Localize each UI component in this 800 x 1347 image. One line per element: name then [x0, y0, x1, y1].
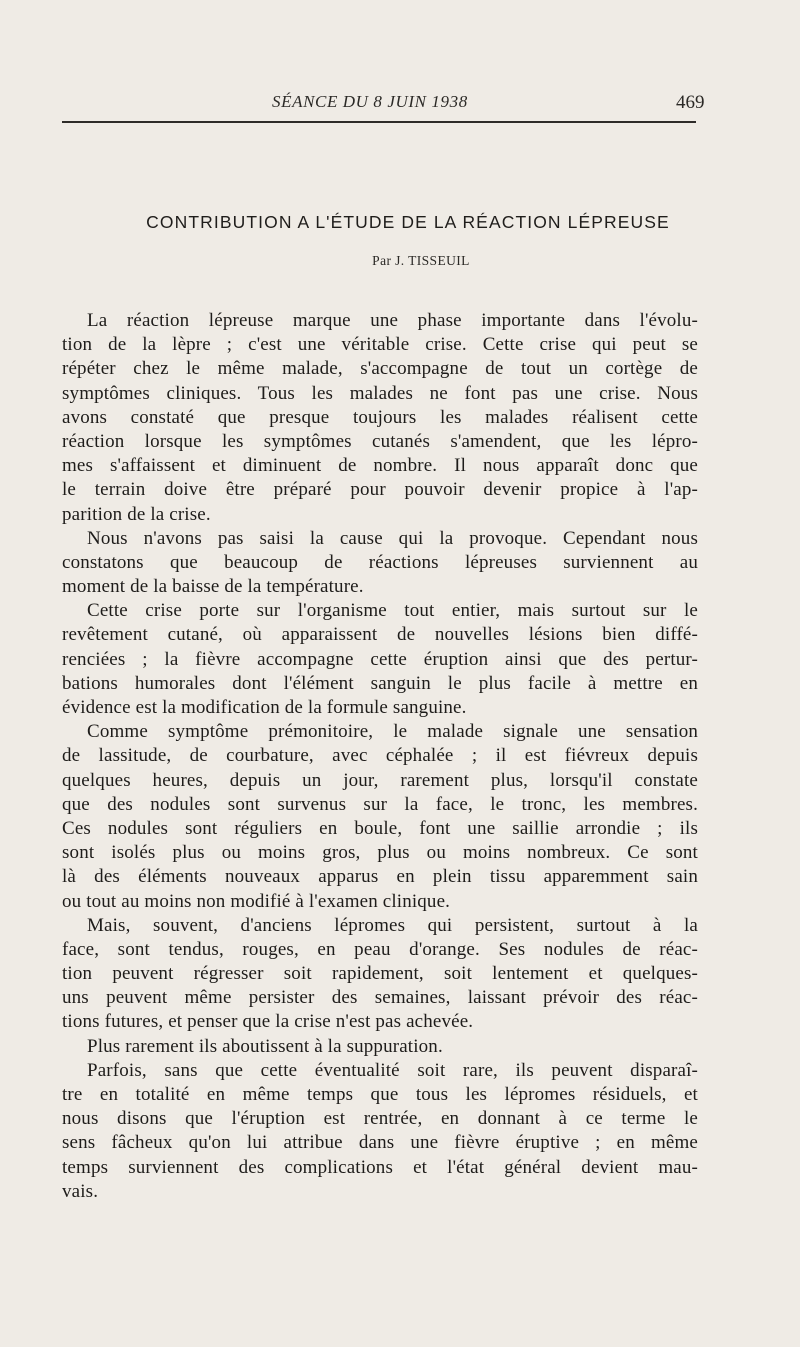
body-line: quelques heures, depuis un jour, rarement plus, lorsqu'il constate — [62, 769, 698, 791]
article-body — [62, 309, 698, 1204]
body-line: tion de la lèpre ; c'est une véritable crise. Cette crise qui peut se — [62, 334, 698, 356]
body-line: uns peuvent même persister des semaines, laissant prévoir des réac- — [62, 987, 698, 1009]
body-line: Comme symptôme prémonitoire, le malade signale une sensation — [87, 721, 698, 743]
body-line: Ces nodules sont réguliers en boule, font une saillie arrondie ; ils — [62, 817, 698, 839]
body-line: que des nodules sont survenus sur la face, le tronc, les membres. — [62, 793, 698, 815]
body-line: avons constaté que presque toujours les malades réalisent cette — [62, 406, 698, 428]
body-line: Parfois, sans que cette éventualité soit rare, ils peuvent disparaî- — [87, 1059, 698, 1081]
body-line: vais. — [62, 1180, 99, 1202]
header-rule — [62, 121, 696, 123]
body-line: Mais, souvent, d'anciens lépromes qui persistent, surtout à la — [87, 914, 698, 936]
body-line: renciées ; la fièvre accompagne cette éruption ainsi que des pertur- — [62, 648, 698, 670]
body-line: là des éléments nouveaux apparus en plein tissu apparemment sain — [62, 866, 698, 888]
author-byline: Par J. TISSEUIL — [372, 253, 470, 268]
body-line: Nous n'avons pas saisi la cause qui la provoque. Cependant nous — [87, 527, 698, 549]
body-line: tion peuvent régresser soit rapidement, soit lentement et quelques- — [62, 963, 698, 985]
body-line: constatons que beaucoup de réactions lépreuses surviennent au — [62, 551, 698, 573]
running-head-title: SÉANCE DU 8 JUIN 1938 — [272, 92, 468, 111]
body-line: le terrain doive être préparé pour pouvoir devenir propice à l'ap- — [62, 479, 698, 501]
body-line: sont isolés plus ou moins gros, plus ou moins nombreux. Ce sont — [62, 842, 698, 864]
running-head — [0, 90, 800, 116]
body-line: temps surviennent des complications et l'état général devient mau- — [62, 1156, 698, 1178]
body-line: évidence est la modification de la formule sanguine. — [62, 697, 467, 718]
body-line: mes s'affaissent et diminuent de nombre. Il nous apparaît donc que — [62, 455, 698, 477]
body-line: moment de la baisse de la température. — [62, 576, 364, 598]
body-line: réaction lorsque les symptômes cutanés s'amendent, que les lépro- — [62, 430, 698, 452]
body-line: de lassitude, de courbature, avec céphalée ; il est fiévreux depuis — [62, 745, 698, 767]
body-line: parition de la crise. — [62, 503, 211, 525]
body-line: tions futures, et penser que la crise n'est pas achevée. — [62, 1011, 474, 1033]
body-line: La réaction lépreuse marque une phase importante dans l'évolu- — [87, 310, 698, 331]
body-line: face, sont tendus, rouges, en peau d'orange. Ses nodules de réac- — [62, 938, 698, 960]
body-line: bations humorales dont l'élément sanguin le plus facile à mettre en — [62, 672, 698, 694]
body-line: symptômes cliniques. Tous les malades ne font pas une crise. Nous — [62, 382, 698, 404]
body-line: tre en totalité en même temps que tous les lépromes résiduels, et — [62, 1084, 698, 1105]
body-line: Plus rarement ils aboutissent à la suppuration. — [87, 1035, 443, 1057]
article-title: CONTRIBUTION A L'ÉTUDE DE LA RÉACTION LÉPREUSE — [146, 212, 670, 232]
page-number: 469 — [676, 92, 705, 113]
body-line: revêtement cutané, où apparaissent de nouvelles lésions bien diffé- — [62, 624, 698, 646]
body-line: répéter chez le même malade, s'accompagne de tout un cortège de — [62, 358, 698, 380]
body-line: Cette crise porte sur l'organisme tout entier, mais surtout sur le — [87, 600, 698, 622]
body-line: sens fâcheux qu'on lui attribue dans une fièvre éruptive ; en même — [62, 1132, 698, 1154]
body-line: nous disons que l'éruption est rentrée, en donnant à ce terme le — [62, 1108, 698, 1130]
body-line: ou tout au moins non modifié à l'examen clinique. — [62, 890, 451, 912]
